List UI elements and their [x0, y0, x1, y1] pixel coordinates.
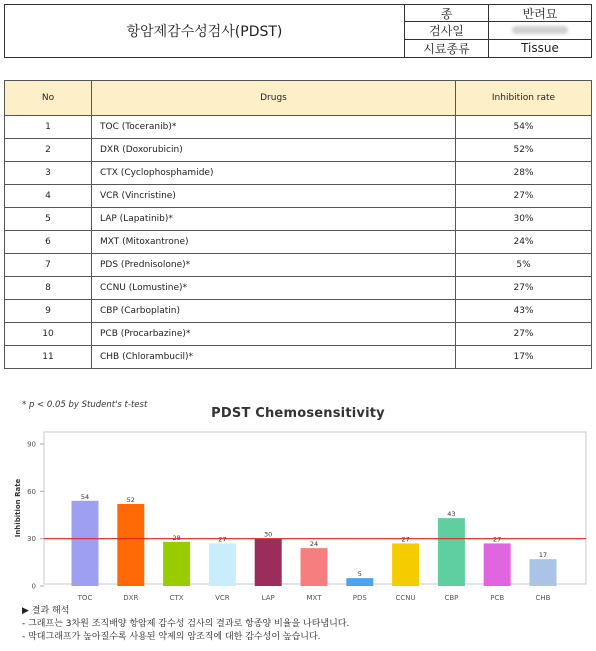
- col-no-header: No: [5, 81, 92, 116]
- row-no: 10: [5, 323, 92, 346]
- x-tick-label: VCR: [215, 594, 230, 602]
- info-row-sample-type: [405, 40, 591, 57]
- row-rate: 27%: [456, 185, 592, 208]
- interpretation-heading: ▶ 결과 해석: [22, 606, 70, 616]
- interpretation-section: [22, 605, 349, 644]
- bar-toc: [72, 501, 99, 586]
- row-no: 8: [5, 277, 92, 300]
- x-tick-label: CCNU: [395, 594, 416, 602]
- row-rate: 52%: [456, 139, 592, 162]
- row-rate: 30%: [456, 208, 592, 231]
- table-row: [5, 139, 592, 162]
- info-grid: [405, 5, 591, 57]
- row-drug: PDS (Prednisolone)*: [92, 254, 456, 277]
- bar-cbp: [438, 518, 465, 586]
- row-drug: TOC (Toceranib)*: [92, 116, 456, 139]
- bar-mxt: [301, 548, 328, 586]
- row-no: 3: [5, 162, 92, 185]
- row-no: 11: [5, 346, 92, 369]
- x-tick-label: TOC: [77, 594, 93, 602]
- bar-value-label: 52: [126, 495, 135, 504]
- drug-table: [4, 80, 592, 369]
- x-tick-label: PCB: [490, 594, 505, 602]
- y-tick-label: 90: [27, 440, 36, 449]
- row-drug: CBP (Carboplatin): [92, 300, 456, 323]
- info-row-test-date: [405, 22, 591, 39]
- row-no: 2: [5, 139, 92, 162]
- table-row: [5, 208, 592, 231]
- y-axis: [27, 441, 44, 591]
- table-row: [5, 277, 592, 300]
- row-no: 4: [5, 185, 92, 208]
- report-title: 항암제감수성검사(PDST): [5, 5, 405, 57]
- row-drug: CHB (Chlorambucil)*: [92, 346, 456, 369]
- row-drug: PCB (Procarbazine)*: [92, 323, 456, 346]
- x-tick-label: PDS: [352, 594, 367, 602]
- x-axis: [77, 594, 551, 602]
- sample-type-value: Tissue: [521, 41, 559, 56]
- row-rate: 17%: [456, 346, 592, 369]
- col-rate-header: Inhibition rate: [456, 81, 592, 116]
- x-tick-label: CHB: [535, 594, 551, 602]
- test-date-value: [489, 22, 591, 38]
- x-tick-label: LAP: [261, 594, 275, 602]
- interpretation-line: - 막대그래프가 높아질수록 사용된 약제의 암조직에 대한 감수성이 높습니다.: [22, 632, 321, 642]
- row-drug: DXR (Doxorubicin): [92, 139, 456, 162]
- table-row: [5, 300, 592, 323]
- row-rate: 24%: [456, 231, 592, 254]
- row-rate: 5%: [456, 254, 592, 277]
- info-row-species: [405, 5, 591, 22]
- interpretation-line: - 그래프는 3차원 조직배양 항암제 감수성 검사의 결과로 항종양 비율을 나타냅니다.: [22, 619, 350, 629]
- bar-vcr: [209, 543, 236, 586]
- bar-chb: [530, 559, 557, 586]
- table-row: [5, 346, 592, 369]
- row-rate: 28%: [456, 162, 592, 185]
- bar-value-label: 30: [264, 530, 273, 539]
- bar-value-label: 43: [447, 510, 456, 519]
- chart-title: PDST Chemosensitivity: [211, 406, 385, 421]
- redacted-date: [512, 26, 568, 34]
- row-rate: 54%: [456, 116, 592, 139]
- bar-value-label: 5: [357, 570, 362, 579]
- table-row: [5, 116, 592, 139]
- row-rate: 27%: [456, 323, 592, 346]
- row-no: 6: [5, 231, 92, 254]
- y-tick-label: 0: [31, 582, 36, 591]
- bar-value-label: 27: [493, 535, 502, 544]
- sample-type-label: 시료종류: [405, 40, 489, 57]
- bar-value-label: 17: [538, 551, 548, 560]
- bar-dxr: [117, 504, 144, 586]
- test-date-label: 검사일: [405, 22, 489, 38]
- bar-value-label: 24: [309, 540, 319, 549]
- significance-footnote: * p < 0.05 by Student's t-test: [22, 400, 148, 410]
- species-label: 종: [405, 5, 489, 21]
- bar-value-label: 28: [172, 533, 181, 542]
- chemosensitivity-chart: [0, 426, 596, 604]
- species-value: 반려묘: [522, 6, 558, 21]
- y-axis-label: Inhibition Rate: [14, 478, 22, 538]
- bar-value-label: 27: [401, 535, 410, 544]
- bar-lap: [255, 539, 282, 586]
- table-row: [5, 231, 592, 254]
- row-drug: VCR (Vincristine): [92, 185, 456, 208]
- row-drug: LAP (Lapatinib)*: [92, 208, 456, 231]
- row-no: 9: [5, 300, 92, 323]
- bar-value-label: 27: [218, 535, 227, 544]
- row-rate: 27%: [456, 277, 592, 300]
- bar-pds: [346, 578, 373, 586]
- y-tick-label: 30: [27, 535, 36, 544]
- bar-ccnu: [392, 543, 419, 586]
- table-header-row: [5, 81, 592, 116]
- row-rate: 43%: [456, 300, 592, 323]
- x-tick-label: DXR: [123, 594, 139, 602]
- x-tick-label: CBP: [444, 594, 459, 602]
- table-row: [5, 162, 592, 185]
- row-no: 7: [5, 254, 92, 277]
- table-row: [5, 254, 592, 277]
- bar-ctx: [163, 542, 190, 586]
- row-no: 5: [5, 208, 92, 231]
- table-row: [5, 185, 592, 208]
- row-no: 1: [5, 116, 92, 139]
- y-tick-label: 60: [27, 487, 36, 496]
- row-drug: MXT (Mitoxantrone): [92, 231, 456, 254]
- bar-pcb: [484, 543, 511, 586]
- col-drugs-header: Drugs: [92, 81, 456, 116]
- bar-value-label: 54: [80, 492, 90, 501]
- row-drug: CCNU (Lomustine)*: [92, 277, 456, 300]
- x-tick-label: MXT: [306, 594, 322, 602]
- report-header: [4, 4, 592, 58]
- x-tick-label: CTX: [169, 594, 184, 602]
- row-drug: CTX (Cyclophosphamide): [92, 162, 456, 185]
- table-row: [5, 323, 592, 346]
